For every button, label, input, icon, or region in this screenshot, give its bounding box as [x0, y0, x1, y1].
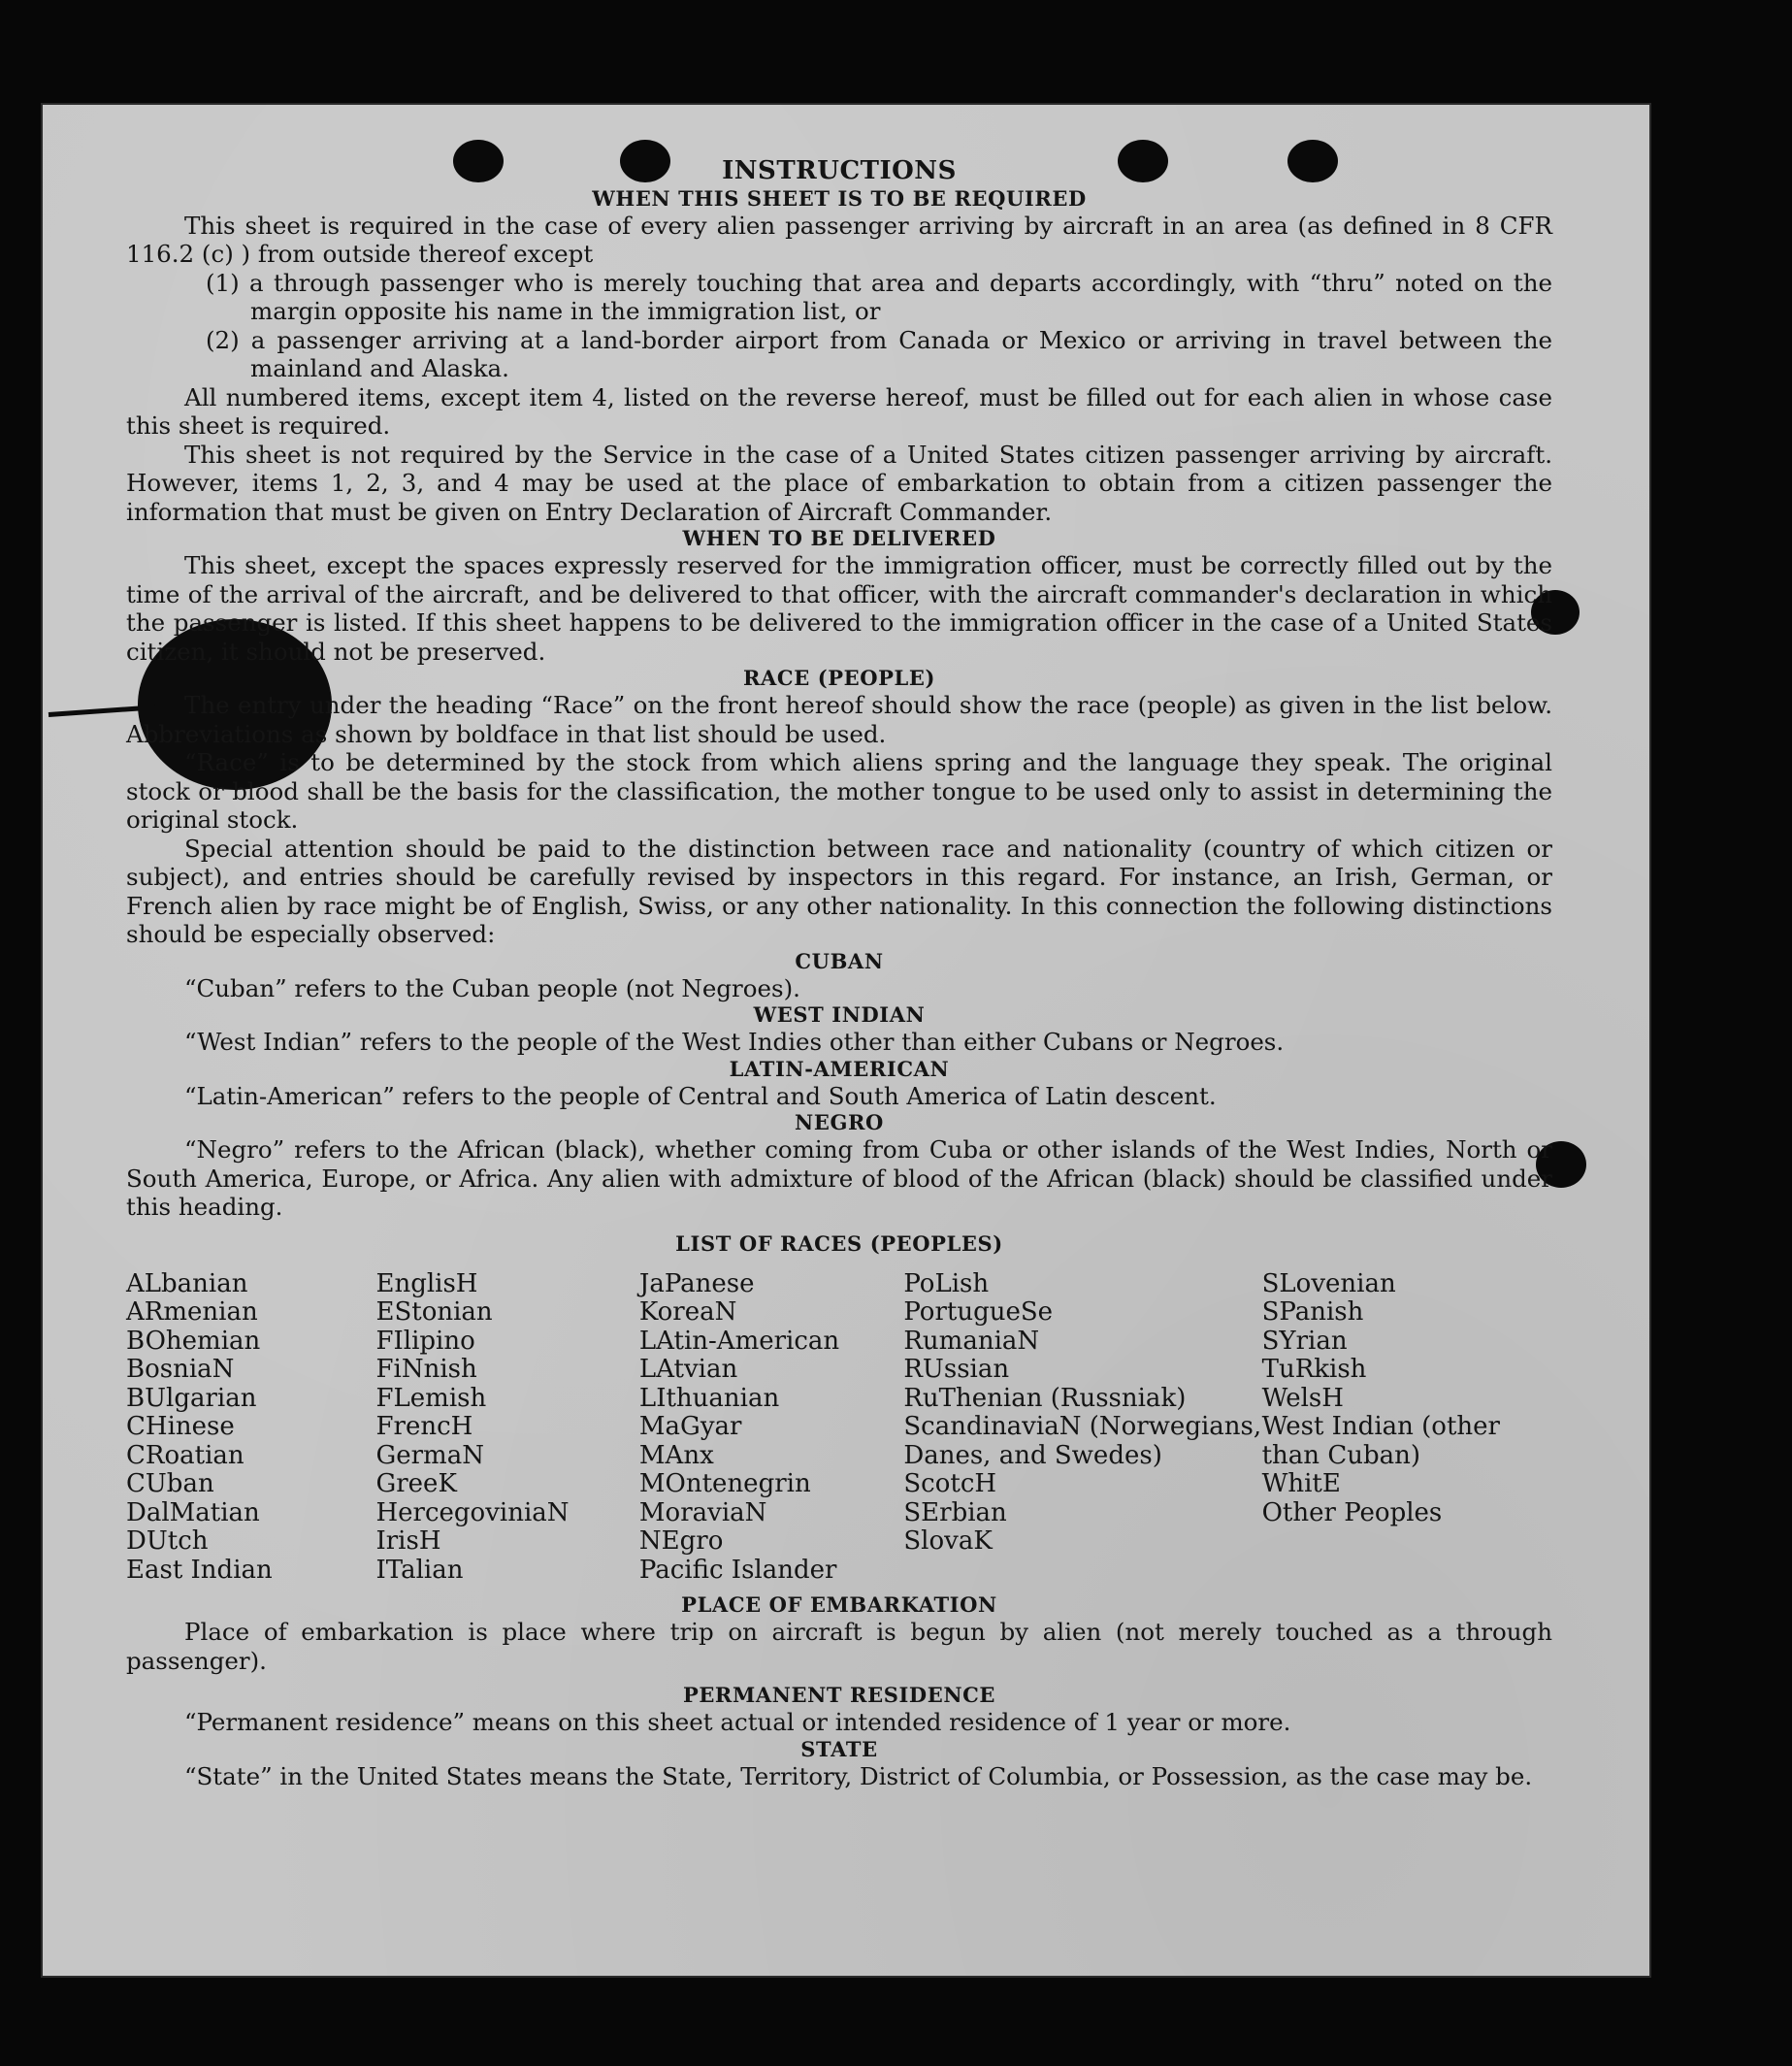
race-entry: PortugueSe [903, 1297, 1054, 1327]
section-heading: WEST INDIAN [753, 1002, 926, 1027]
race-entry: SlovaK [903, 1526, 993, 1556]
race-entry: LAtvian [638, 1355, 738, 1384]
race-list [126, 1270, 1552, 1586]
race-entry: MaGyar [638, 1412, 742, 1441]
race-column [126, 1270, 375, 1586]
paragraph: All numbered items, except item 4, listed on the reverse hereof, must be filled out for each alien in whose case this sheet is required. [126, 382, 1552, 440]
race-entry: TuRkish [1261, 1355, 1367, 1384]
race-entry: HercegoviniaN [375, 1497, 570, 1527]
section-heading: WHEN THIS SHEET IS TO BE REQUIRED [592, 185, 1087, 211]
race-entry: SLovenian [1261, 1268, 1396, 1298]
list-item: (1) a through passenger who is merely touching that area and departs accordingly, with “thru” noted on the margin opposite his name in the immigration list, or [206, 268, 1552, 325]
section-heading: CUBAN [795, 948, 884, 973]
race-entry: LAtin-American [638, 1326, 840, 1356]
race-entry: FLemish [375, 1383, 487, 1413]
paragraph: Special attention should be paid to the distinction between race and nationality (country of which citizen or subject), and entries should be carefully revised by inspectors in this regard. For instance, an Irish, German, or French alien by race might be of English, Swiss, or any other nationality. In this connection the following distinctions should be especially observed: [126, 834, 1552, 948]
race-entry: ITalian [375, 1555, 464, 1585]
race-entry: EnglisH [375, 1268, 478, 1298]
race-entry: SYrian [1261, 1326, 1348, 1356]
race-entry: JaPanese [638, 1268, 755, 1298]
paragraph: The entry under the heading “Race” on the front hereof should show the race (people) as given in the list below. Abbreviations as shown by boldface in that list should be used. [126, 691, 1552, 748]
paragraph: “Negro” refers to the African (black), whether coming from Cuba or other islands of the West Indies, North or South America, Europe, or Africa. Any alien with admixture of blood of the African (black) should be classified under this heading. [126, 1135, 1552, 1221]
section-heading: PLACE OF EMBARKATION [681, 1592, 997, 1617]
race-entry: ALbanian [126, 1268, 248, 1298]
race-entry: BUlgarian [126, 1383, 257, 1413]
race-entry: SErbian [903, 1497, 1007, 1527]
race-entry: ScandinaviaN (Norwegians, Danes, and Swedes) [903, 1412, 1262, 1470]
race-entry: CHinese [126, 1412, 235, 1441]
race-entry: RumaniaN [903, 1326, 1040, 1356]
race-entry: East Indian [126, 1555, 273, 1585]
race-column [375, 1270, 638, 1586]
race-entry: CRoatian [126, 1440, 244, 1470]
section-heading: WHEN TO BE DELIVERED [682, 526, 996, 550]
race-entry: NEgro [638, 1526, 724, 1556]
race-entry: WhitE [1261, 1469, 1341, 1498]
section-heading: LIST OF RACES (PEOPLES) [675, 1230, 1003, 1256]
paragraph: “Cuban” refers to the Cuban people (not Negroes). [184, 973, 800, 1002]
race-entry: FrencH [375, 1412, 473, 1441]
race-entry: PoLish [903, 1268, 990, 1298]
race-entry: EStonian [375, 1297, 493, 1327]
race-entry: KoreaN [638, 1297, 737, 1327]
paragraph: “State” in the United States means the State, Territory, District of Columbia, or Possession, as the case may be. [184, 1761, 1533, 1790]
page-title: INSTRUCTIONS [722, 156, 957, 185]
paragraph: “Race” is to be determined by the stock from which aliens spring and the language they speak. The original stock or blood shall be the basis for the classification, the mother tongue to be used only to assist in determining the original stock. [126, 748, 1552, 834]
race-entry: ScotcH [903, 1469, 997, 1498]
paragraph: “Permanent residence” means on this sheet actual or intended residence of 1 year or more. [184, 1708, 1291, 1736]
race-entry: WelsH [1261, 1383, 1344, 1413]
paragraph: This sheet is required in the case of every alien passenger arriving by aircraft in an area (as defined in 8 CFR 116.2 (c) ) from outside thereof except [126, 211, 1552, 268]
race-entry: BOhemian [126, 1326, 261, 1356]
race-column [639, 1270, 903, 1586]
race-column [1262, 1270, 1552, 1586]
paragraph: “West Indian” refers to the people of the West Indies other than either Cubans or Negroes. [184, 1028, 1285, 1056]
race-entry: SPanish [1261, 1297, 1364, 1327]
race-entry: MoraviaN [638, 1497, 767, 1527]
race-entry: RuThenian (Russniak) [903, 1383, 1187, 1413]
paragraph: Place of embarkation is place where trip on aircraft is begun by alien (not merely touched as a through passenger). [126, 1618, 1552, 1675]
race-entry: IrisH [375, 1526, 441, 1556]
race-entry: ARmenian [126, 1297, 258, 1327]
race-entry: FiNnish [375, 1355, 477, 1384]
race-entry: DUtch [126, 1526, 209, 1556]
race-entry: GermaN [375, 1440, 484, 1470]
race-entry: FIlipino [375, 1326, 475, 1356]
section-heading: LATIN-AMERICAN [729, 1056, 950, 1081]
race-entry: DalMatian [126, 1497, 260, 1527]
race-entry: GreeK [375, 1469, 457, 1498]
race-entry: MAnx [638, 1440, 714, 1470]
section-heading: PERMANENT RESIDENCE [682, 1683, 996, 1707]
race-entry: Other Peoples [1261, 1497, 1443, 1527]
race-entry: Pacific Islander [638, 1555, 837, 1585]
race-entry: RUssian [903, 1355, 1010, 1384]
paragraph: This sheet, except the spaces expressly reserved for the immigration officer, must be correctly filled out by the time of the arrival of the aircraft, and be delivered to that officer, with the aircraft commander's declaration in which the passenger is listed. If this sheet happens to be delivered to the immigration officer in the case of a United States citizen, it should not be preserved. [126, 551, 1552, 666]
race-entry: West Indian (other than Cuban) [1261, 1412, 1500, 1470]
section-heading: RACE (PEOPLE) [742, 666, 936, 690]
race-entry: LIthuanian [638, 1383, 780, 1413]
race-entry: BosniaN [126, 1355, 235, 1384]
race-entry: CUban [126, 1469, 214, 1498]
paragraph: “Latin-American” refers to the people of Central and South America of Latin descent. [184, 1081, 1217, 1110]
instructions-text [126, 157, 1552, 1790]
section-heading: NEGRO [795, 1110, 884, 1134]
section-heading: STATE [800, 1736, 878, 1761]
race-entry: MOntenegrin [638, 1469, 811, 1498]
list-item: (2) a passenger arriving at a land-border airport from Canada or Mexico or arriving in travel between the mainland and Alaska. [206, 325, 1552, 382]
race-column [903, 1270, 1261, 1586]
paragraph: This sheet is not required by the Service in the case of a United States citizen passenger arriving by aircraft. However, items 1, 2, 3, and 4 may be used at the place of embarkation to obtain from a citizen passenger the information that must be given on Entry Declaration of Aircraft Commander. [126, 440, 1552, 526]
